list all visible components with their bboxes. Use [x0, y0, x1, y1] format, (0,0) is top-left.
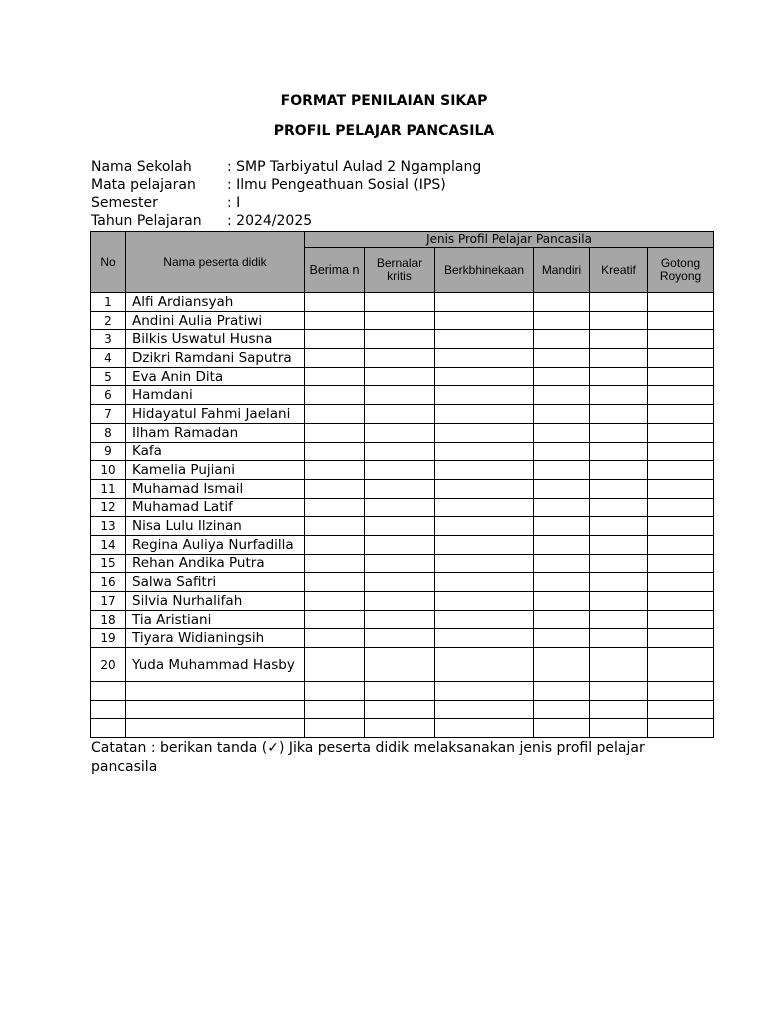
student-name: Yuda Muhammad Hasby — [126, 648, 305, 682]
score-cell[interactable] — [305, 517, 365, 536]
score-cell[interactable] — [648, 442, 714, 461]
empty-cell[interactable] — [91, 700, 126, 719]
score-cell[interactable] — [435, 442, 534, 461]
score-cell[interactable] — [648, 461, 714, 480]
score-cell[interactable] — [648, 498, 714, 517]
table-row — [91, 498, 714, 517]
table-row — [91, 423, 714, 442]
score-cell[interactable] — [435, 648, 534, 682]
page-title: FORMAT PENILAIAN SIKAP — [280, 93, 488, 109]
score-cell[interactable] — [305, 479, 365, 498]
empty-cell[interactable] — [91, 719, 126, 738]
table-row — [91, 330, 714, 349]
row-number: 1 — [91, 293, 126, 312]
score-cell[interactable] — [305, 629, 365, 648]
info-value: : Ilmu Pengeathuan Sosial (IPS) — [227, 177, 446, 193]
row-number: 11 — [91, 479, 126, 498]
info-year — [91, 212, 312, 230]
header-col-beriman: Berima n — [305, 248, 365, 293]
empty-cell[interactable] — [365, 719, 435, 738]
score-cell[interactable] — [590, 461, 648, 480]
row-number: 4 — [91, 349, 126, 368]
student-name: Dzikri Ramdani Saputra — [126, 349, 305, 368]
row-number: 3 — [91, 330, 126, 349]
score-cell[interactable] — [648, 330, 714, 349]
table-body — [91, 293, 714, 738]
empty-cell[interactable] — [126, 719, 305, 738]
score-cell[interactable] — [365, 349, 435, 368]
score-cell[interactable] — [305, 461, 365, 480]
student-name: Alfi Ardiansyah — [126, 293, 305, 312]
score-cell[interactable] — [435, 573, 534, 592]
empty-cell[interactable] — [305, 700, 365, 719]
table-row — [91, 535, 714, 554]
score-cell[interactable] — [534, 461, 590, 480]
score-cell[interactable] — [590, 386, 648, 405]
score-cell[interactable] — [590, 498, 648, 517]
table-row — [91, 573, 714, 592]
empty-cell[interactable] — [126, 682, 305, 701]
score-cell[interactable] — [435, 517, 534, 536]
score-cell[interactable] — [534, 592, 590, 611]
score-cell[interactable] — [534, 535, 590, 554]
score-cell[interactable] — [365, 498, 435, 517]
score-cell[interactable] — [648, 535, 714, 554]
score-cell[interactable] — [590, 535, 648, 554]
table-row — [91, 479, 714, 498]
empty-cell[interactable] — [365, 682, 435, 701]
score-cell[interactable] — [648, 479, 714, 498]
score-cell[interactable] — [305, 498, 365, 517]
score-cell[interactable] — [534, 349, 590, 368]
empty-cell[interactable] — [534, 700, 590, 719]
row-number: 20 — [91, 648, 126, 682]
score-cell[interactable] — [534, 554, 590, 573]
score-cell[interactable] — [435, 461, 534, 480]
score-cell[interactable] — [590, 423, 648, 442]
score-cell[interactable] — [435, 498, 534, 517]
row-number: 14 — [91, 535, 126, 554]
score-cell[interactable] — [365, 330, 435, 349]
student-name: Regina Auliya Nurfadilla — [126, 535, 305, 554]
score-cell[interactable] — [365, 386, 435, 405]
score-cell[interactable] — [435, 293, 534, 312]
header-col-berkbhinekaan: Berkbhinekaan — [435, 248, 534, 293]
score-cell[interactable] — [534, 498, 590, 517]
row-number: 9 — [91, 442, 126, 461]
score-cell[interactable] — [365, 629, 435, 648]
score-cell[interactable] — [590, 405, 648, 424]
score-cell[interactable] — [365, 592, 435, 611]
table-row — [91, 405, 714, 424]
score-cell[interactable] — [534, 293, 590, 312]
student-name: Tiyara Widianingsih — [126, 629, 305, 648]
score-cell[interactable] — [435, 386, 534, 405]
student-name: Ilham Ramadan — [126, 423, 305, 442]
score-cell[interactable] — [435, 423, 534, 442]
header-col-kreatif: Kreatif — [590, 248, 648, 293]
score-cell[interactable] — [590, 629, 648, 648]
table-row — [91, 311, 714, 330]
info-school — [91, 158, 481, 176]
score-cell[interactable] — [534, 479, 590, 498]
assessment-table — [90, 231, 714, 738]
row-number: 13 — [91, 517, 126, 536]
student-name: Eva Anin Dita — [126, 367, 305, 386]
score-cell[interactable] — [305, 330, 365, 349]
row-number: 15 — [91, 554, 126, 573]
note-text: Catatan : berikan tanda (✓) Jika peserta didik melaksanakan jenis profil pelajar pancasila — [91, 740, 645, 775]
score-cell[interactable] — [648, 367, 714, 386]
score-cell[interactable] — [305, 535, 365, 554]
score-cell[interactable] — [435, 311, 534, 330]
score-cell[interactable] — [590, 367, 648, 386]
info-semester — [91, 194, 240, 212]
score-cell[interactable] — [365, 535, 435, 554]
score-cell[interactable] — [648, 592, 714, 611]
score-cell[interactable] — [305, 367, 365, 386]
score-cell[interactable] — [365, 573, 435, 592]
empty-cell[interactable] — [590, 682, 648, 701]
score-cell[interactable] — [435, 610, 534, 629]
score-cell[interactable] — [365, 442, 435, 461]
info-label: Tahun Pelajaran — [91, 213, 202, 229]
score-cell[interactable] — [590, 648, 648, 682]
score-cell[interactable] — [534, 405, 590, 424]
row-number: 6 — [91, 386, 126, 405]
row-number: 8 — [91, 423, 126, 442]
score-cell[interactable] — [435, 330, 534, 349]
table-row — [91, 367, 714, 386]
score-cell[interactable] — [435, 405, 534, 424]
score-cell[interactable] — [435, 592, 534, 611]
table-row — [91, 610, 714, 629]
score-cell[interactable] — [305, 311, 365, 330]
student-name: Kamelia Pujiani — [126, 461, 305, 480]
score-cell[interactable] — [305, 648, 365, 682]
score-cell[interactable] — [648, 629, 714, 648]
empty-cell[interactable] — [305, 719, 365, 738]
score-cell[interactable] — [534, 423, 590, 442]
table-row — [91, 349, 714, 368]
row-number: 18 — [91, 610, 126, 629]
score-cell[interactable] — [648, 648, 714, 682]
empty-cell[interactable] — [126, 700, 305, 719]
table-row — [91, 592, 714, 611]
score-cell[interactable] — [648, 517, 714, 536]
score-cell[interactable] — [534, 311, 590, 330]
score-cell[interactable] — [365, 405, 435, 424]
score-cell[interactable] — [590, 349, 648, 368]
header-name: Nama peserta didik — [126, 232, 305, 293]
score-cell[interactable] — [590, 592, 648, 611]
row-number: 16 — [91, 573, 126, 592]
score-cell[interactable] — [435, 535, 534, 554]
student-name: Nisa Lulu Ilzinan — [126, 517, 305, 536]
score-cell[interactable] — [305, 293, 365, 312]
student-name: Rehan Andika Putra — [126, 554, 305, 573]
table-row — [91, 517, 714, 536]
score-cell[interactable] — [534, 442, 590, 461]
empty-row — [91, 700, 714, 719]
score-cell[interactable] — [365, 367, 435, 386]
row-number: 12 — [91, 498, 126, 517]
score-cell[interactable] — [590, 330, 648, 349]
row-number: 17 — [91, 592, 126, 611]
score-cell[interactable] — [590, 554, 648, 573]
score-cell[interactable] — [305, 554, 365, 573]
empty-cell[interactable] — [590, 719, 648, 738]
score-cell[interactable] — [648, 554, 714, 573]
student-name: Muhamad Ismail — [126, 479, 305, 498]
score-cell[interactable] — [305, 405, 365, 424]
student-name: Andini Aulia Pratiwi — [126, 311, 305, 330]
student-name: Salwa Safitri — [126, 573, 305, 592]
student-name: Bilkis Uswatul Husna — [126, 330, 305, 349]
score-cell[interactable] — [305, 349, 365, 368]
info-value: : I — [227, 195, 241, 211]
score-cell[interactable] — [648, 423, 714, 442]
empty-cell[interactable] — [365, 700, 435, 719]
row-number: 5 — [91, 367, 126, 386]
student-name: Tia Aristiani — [126, 610, 305, 629]
score-cell[interactable] — [435, 479, 534, 498]
student-name: Hidayatul Fahmi Jaelani — [126, 405, 305, 424]
score-cell[interactable] — [590, 517, 648, 536]
score-cell[interactable] — [648, 573, 714, 592]
score-cell[interactable] — [534, 648, 590, 682]
header-col-mandiri: Mandiri — [534, 248, 590, 293]
table-row — [91, 461, 714, 480]
table-row — [91, 442, 714, 461]
info-value: : SMP Tarbiyatul Aulad 2 Ngamplang — [227, 159, 482, 175]
header-no: No — [91, 232, 126, 293]
score-cell[interactable] — [435, 629, 534, 648]
score-cell[interactable] — [590, 479, 648, 498]
score-cell[interactable] — [534, 367, 590, 386]
score-cell[interactable] — [435, 367, 534, 386]
table-row — [91, 293, 714, 312]
score-cell[interactable] — [365, 517, 435, 536]
row-number: 19 — [91, 629, 126, 648]
empty-cell[interactable] — [435, 682, 534, 701]
student-name: Silvia Nurhalifah — [126, 592, 305, 611]
table-row — [91, 629, 714, 648]
empty-cell[interactable] — [648, 719, 714, 738]
score-cell[interactable] — [590, 610, 648, 629]
score-cell[interactable] — [305, 442, 365, 461]
score-cell[interactable] — [305, 573, 365, 592]
score-cell[interactable] — [365, 293, 435, 312]
score-cell[interactable] — [648, 311, 714, 330]
score-cell[interactable] — [534, 386, 590, 405]
score-cell[interactable] — [648, 293, 714, 312]
empty-row — [91, 719, 714, 738]
header-col-bernalar: Bernalar kritis — [365, 248, 435, 293]
score-cell[interactable] — [365, 461, 435, 480]
table-row — [91, 386, 714, 405]
score-cell[interactable] — [305, 386, 365, 405]
info-label: Nama Sekolah — [91, 159, 192, 175]
header-group: Jenis Profil Pelajar Pancasila — [305, 232, 714, 248]
score-cell[interactable] — [534, 517, 590, 536]
score-cell[interactable] — [365, 479, 435, 498]
score-cell[interactable] — [365, 423, 435, 442]
info-subject — [91, 176, 446, 194]
empty-cell[interactable] — [648, 682, 714, 701]
score-cell[interactable] — [648, 405, 714, 424]
row-number: 2 — [91, 311, 126, 330]
table-row — [91, 554, 714, 573]
score-cell[interactable] — [305, 423, 365, 442]
score-cell[interactable] — [590, 442, 648, 461]
score-cell[interactable] — [648, 610, 714, 629]
score-cell[interactable] — [534, 330, 590, 349]
score-cell[interactable] — [435, 349, 534, 368]
empty-cell[interactable] — [91, 682, 126, 701]
empty-cell[interactable] — [435, 700, 534, 719]
score-cell[interactable] — [305, 610, 365, 629]
score-cell[interactable] — [590, 573, 648, 592]
score-cell[interactable] — [365, 554, 435, 573]
empty-cell[interactable] — [534, 682, 590, 701]
student-name: Kafa — [126, 442, 305, 461]
score-cell[interactable] — [534, 610, 590, 629]
student-name: Muhamad Latif — [126, 498, 305, 517]
table-row — [91, 648, 714, 682]
empty-cell[interactable] — [534, 719, 590, 738]
score-cell[interactable] — [534, 629, 590, 648]
score-cell[interactable] — [305, 592, 365, 611]
score-cell[interactable] — [590, 311, 648, 330]
score-cell[interactable] — [648, 386, 714, 405]
empty-cell[interactable] — [305, 682, 365, 701]
empty-cell[interactable] — [590, 700, 648, 719]
score-cell[interactable] — [534, 573, 590, 592]
page-subtitle: PROFIL PELAJAR PANCASILA — [273, 123, 495, 139]
header-col-gotong-royong: Gotong Royong — [648, 248, 714, 293]
empty-cell[interactable] — [435, 719, 534, 738]
info-label: Mata pelajaran — [91, 177, 196, 193]
score-cell[interactable] — [365, 311, 435, 330]
row-number: 7 — [91, 405, 126, 424]
score-cell[interactable] — [590, 293, 648, 312]
score-cell[interactable] — [648, 349, 714, 368]
info-label: Semester — [91, 195, 158, 211]
student-name: Hamdani — [126, 386, 305, 405]
empty-row — [91, 682, 714, 701]
score-cell[interactable] — [365, 648, 435, 682]
score-cell[interactable] — [435, 554, 534, 573]
score-cell[interactable] — [365, 610, 435, 629]
empty-cell[interactable] — [648, 700, 714, 719]
row-number: 10 — [91, 461, 126, 480]
info-value: : 2024/2025 — [227, 213, 313, 229]
